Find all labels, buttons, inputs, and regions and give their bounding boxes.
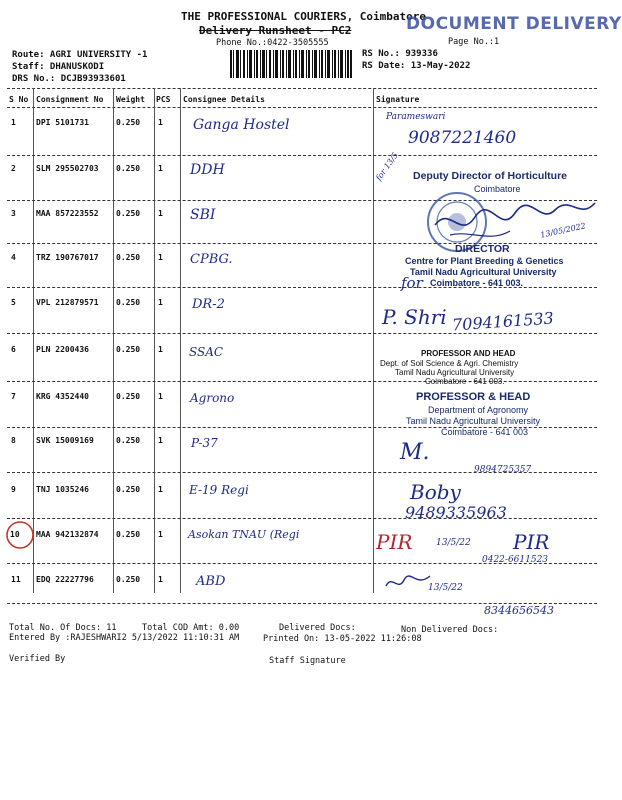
weight: 0.250 [116, 118, 141, 127]
consignee-details: Asokan TNAU (Regi [188, 528, 300, 541]
weight: 0.250 [116, 345, 141, 354]
barcode [230, 50, 352, 78]
col-header-consignee: Consignee Details [183, 95, 265, 104]
seal-deputy-director: Deputy Director of Horticulture [413, 170, 568, 182]
signature-phone: 7094161533 [451, 308, 555, 335]
col-header-sno: S No [9, 95, 29, 104]
signature-name: Parameswari [386, 112, 446, 122]
printed-on: Printed On: 13-05-2022 11:26:08 [263, 634, 422, 644]
col-header-consignment: Consignment No [36, 95, 104, 104]
signature-phone: 9489335963 [405, 503, 507, 522]
seal-line: Centre for Plant Breeding & Genetics [405, 256, 564, 266]
row-rule [7, 155, 597, 156]
col-header-signature: Signature [376, 95, 420, 104]
seal-line: PROFESSOR & HEAD [416, 391, 531, 403]
signature-note: for 13/5 [374, 150, 400, 183]
page-number: Page No.:1 [448, 37, 500, 47]
weight: 0.250 [116, 436, 141, 445]
pcs: 1 [158, 485, 163, 494]
consignee-details: ABD [196, 574, 226, 589]
signature-phone: 8344656543 [484, 604, 554, 617]
consignment-no: TNJ 1035246 [36, 485, 89, 494]
seal-line: Coimbatore - 641 003. [430, 278, 524, 288]
signature-number: 9894725357 [474, 465, 532, 475]
pcs: 1 [158, 209, 163, 218]
weight: 0.250 [116, 392, 141, 401]
seal-line: Tamil Nadu Agricultural University [395, 368, 515, 377]
marker-circle [3, 518, 37, 552]
weight: 0.250 [116, 530, 141, 539]
delivered-docs: Delivered Docs: [279, 623, 356, 633]
phone-number: Phone No.:0422-3505555 [216, 38, 329, 48]
consignment-no: KRG 4352440 [36, 392, 89, 401]
signature-name: PIR [376, 530, 413, 554]
consignment-no: MAA 857223552 [36, 209, 99, 218]
signature-date: 13/05/2022 [539, 221, 587, 240]
pcs: 1 [158, 164, 163, 173]
sno: 4 [11, 253, 16, 262]
seal-line: PROFESSOR AND HEAD [421, 349, 516, 358]
total-docs: Total No. Of Docs: 11 [9, 623, 117, 633]
row-rule [7, 518, 597, 519]
pcs: 1 [158, 530, 163, 539]
sno: 2 [11, 164, 16, 173]
weight: 0.250 [116, 298, 141, 307]
col-header-pcs: PCS [156, 95, 171, 104]
staff-signature: Staff Signature [269, 656, 346, 666]
entered-by: Entered By :RAJESHWARI2 5/13/2022 11:10:31 AM [9, 633, 240, 643]
signature-phone: 9087221460 [408, 128, 517, 148]
consignment-no: VPL 212879571 [36, 298, 99, 307]
sno: 7 [11, 392, 16, 401]
weight: 0.250 [116, 485, 141, 494]
sno: 11 [11, 575, 21, 584]
seal-line: Coimbatore - 641 003. [425, 377, 505, 386]
consignee-details: CPBG. [190, 252, 233, 267]
row-rule [7, 333, 597, 334]
seal-city: Coimbatore [474, 184, 521, 194]
rs-date: RS Date: 13-May-2022 [362, 61, 471, 71]
sheet-title: Delivery Runsheet - PC2 [199, 24, 352, 37]
seal-line: Department of Agronomy [428, 405, 529, 415]
row-rule [7, 381, 597, 382]
signature-for: for [401, 274, 423, 292]
signature-phone: 0422-6611523 [482, 555, 549, 565]
pcs: 1 [158, 575, 163, 584]
signature-date: 13/5/22 [436, 538, 471, 548]
route: Route: AGRI UNIVERSITY -1 [12, 50, 148, 60]
header-rule [7, 107, 597, 108]
signature-name: PIR [513, 530, 550, 554]
sno: 10 [10, 530, 20, 539]
sno: 1 [11, 118, 16, 127]
sno: 5 [11, 298, 16, 307]
non-delivered-docs: Non Delivered Docs: [401, 625, 499, 635]
sno: 8 [11, 436, 16, 445]
pcs: 1 [158, 436, 163, 445]
signature-date: 13/5/22 [428, 583, 463, 593]
signature-name: Boby [410, 480, 461, 504]
staff: Staff: DHANUSKODI [12, 62, 105, 72]
consignee-details: SSAC [189, 345, 224, 359]
consignee-details: Ganga Hostel [193, 117, 290, 133]
weight: 0.250 [116, 164, 141, 173]
seal-line: Coimbatore - 641 003 [441, 427, 529, 437]
table-top-rule [7, 88, 597, 89]
pcs: 1 [158, 392, 163, 401]
weight: 0.250 [116, 575, 141, 584]
verified-by: Verified By [9, 654, 66, 664]
pcs: 1 [158, 298, 163, 307]
weight: 0.250 [116, 209, 141, 218]
sno: 3 [11, 209, 16, 218]
handwritten-signature [384, 572, 432, 594]
consignment-no: TRZ 190767017 [36, 253, 99, 262]
rs-number: RS No.: 939336 [362, 49, 438, 59]
sno: 6 [11, 345, 16, 354]
pcs: 1 [158, 253, 163, 262]
sno: 9 [11, 485, 16, 494]
total-cod: Total COD Amt: 0.00 [142, 623, 240, 633]
consignee-details: P-37 [191, 436, 218, 450]
consignment-no: PLN 2200436 [36, 345, 89, 354]
signature-name: M. [400, 440, 430, 465]
consignee-details: E-19 Regi [189, 483, 249, 497]
col-header-weight: Weight [116, 95, 145, 104]
consignment-no: SVK 15009169 [36, 436, 94, 445]
seal-line: Tamil Nadu Agricultural University [406, 416, 541, 426]
consignment-no: DPI 5101731 [36, 118, 89, 127]
consignee-details: Agrono [190, 391, 235, 405]
pcs: 1 [158, 118, 163, 127]
seal-line: Tamil Nadu Agricultural University [410, 267, 557, 277]
consignee-details: DDH [190, 162, 225, 178]
signature-name: P. Shri [382, 305, 447, 329]
consignee-details: DR-2 [192, 297, 225, 312]
drs-number: DRS No.: DCJB93933601 [12, 74, 126, 84]
document-delivery-stamp: DOCUMENT DELIVERY [406, 14, 622, 34]
weight: 0.250 [116, 253, 141, 262]
pcs: 1 [158, 345, 163, 354]
seal-line: Dept. of Soil Science & Agri. Chemistry [380, 359, 519, 368]
seal-director: DIRECTOR [455, 243, 510, 255]
consignment-no: SLM 295502703 [36, 164, 99, 173]
company-title: THE PROFESSIONAL COURIERS, Coimbatore [181, 10, 427, 23]
consignment-no: EDQ 22227796 [36, 575, 94, 584]
consignment-no: MAA 942132874 [36, 530, 99, 539]
consignee-details: SBI [190, 207, 216, 223]
